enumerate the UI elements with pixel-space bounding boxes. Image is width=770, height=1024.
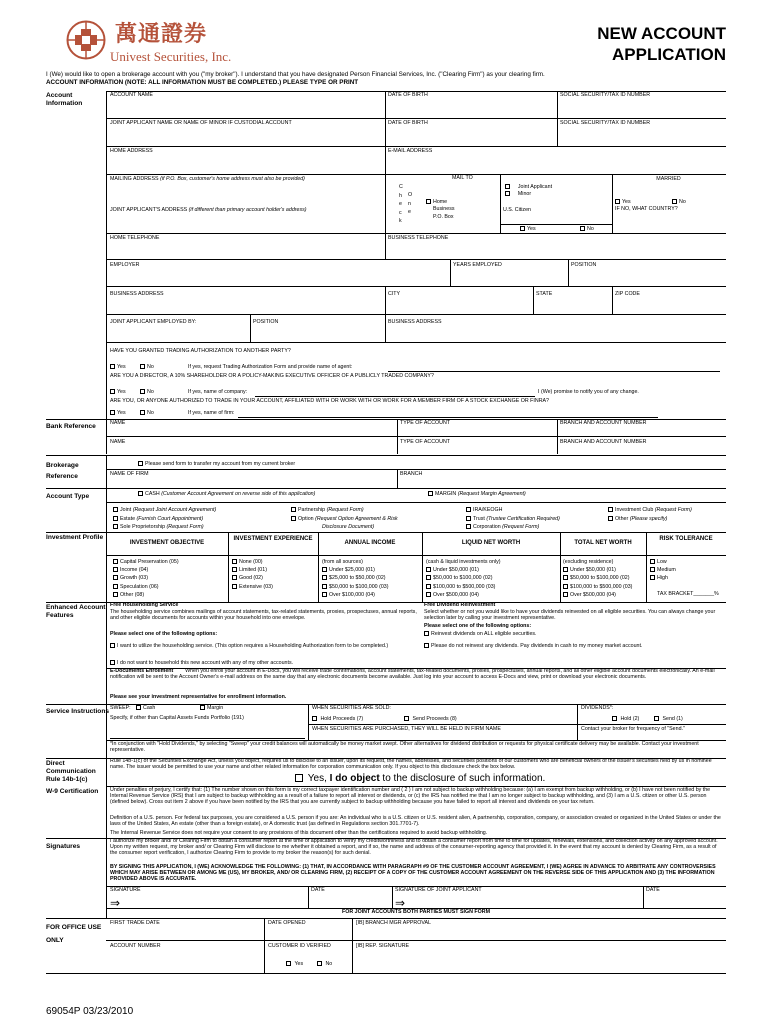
householding-text: The householding service combines mailings of account statements, tax-related statements, proxies, prospectuses, annual reports, and other eligible documents for accounts within your household into one envelope. bbox=[110, 609, 417, 621]
us-person-definition: Definition of a U.S. person. For federal tax purposes, you are considered a U.S. person if you are: An individual who is a U.S. citizen or U.S. resident alien, A partnership, corporation, company, or association created or organized in the United States or under the laws of the United States, An estate (other than a foreign estate), or A domestic trust (as defined in Regulations section 301.7701-7). bbox=[110, 815, 721, 827]
section-signatures: Signatures bbox=[46, 843, 81, 850]
intro-text: I (We) would like to open a brokerage account with you ("my broker"). I understand that you have designated Person Financial Services, Inc. ("Clearing Firm") as your clearing firm. bbox=[46, 71, 545, 78]
liquid-100k-500k[interactable]: $100,000 to $500,000 (03) bbox=[426, 583, 500, 591]
mail-home-option[interactable]: Home bbox=[426, 199, 455, 206]
citizen-no-checkbox[interactable]: No bbox=[580, 226, 594, 233]
income-50k-100k[interactable]: $50,000 to $100,000 (03) bbox=[322, 583, 389, 591]
joint-signature-label: SIGNATURE OF JOINT APPLICANT bbox=[395, 887, 482, 893]
account-type-col2 bbox=[291, 506, 398, 532]
service-footnote: *In conjunction with "Hold Dividends," by selecting "Sweep" your credit balances will automatically be money market swept. Other alternatives for dividend distribution or requests for physical certificate delivery may be available. Contact your investment representative. bbox=[110, 741, 699, 753]
bank-account-type-label: TYPE OF ACCOUNT bbox=[400, 420, 451, 426]
direct-communication-text: Rule 14b-1(c) of the Securities Exchange Act, unless you object, requires us to disclose to an issuer, upon its request, the names, addresses, and securities positions of our customers who are beneficial owners of the issuer's securities held by us in nominee name. The issuer would be permitted to use your name and other related information for corporation communication only. If you object to this disclosure check the box below. bbox=[110, 758, 712, 770]
mail-to-label: MAIL TO bbox=[452, 175, 473, 181]
city-label: CITY bbox=[388, 291, 401, 297]
risk-list bbox=[650, 558, 676, 583]
liquid-list bbox=[426, 558, 500, 599]
tax-bracket-label: TAX BRACKET_______% bbox=[657, 591, 719, 597]
check-one-vertical: C h e c k bbox=[399, 184, 403, 224]
signature-date-label: DATE bbox=[311, 887, 325, 893]
signature-arrow-icon: ⇒ bbox=[110, 896, 121, 910]
joint-position-label: POSITION bbox=[253, 319, 279, 325]
risk-medium[interactable]: Medium bbox=[650, 566, 676, 574]
page-title-line1: NEW ACCOUNT bbox=[597, 24, 726, 43]
sweep-other-label: Specify, if other than Capital Assets Funds Portfolio (191) bbox=[110, 715, 244, 721]
one-vertical: O n e bbox=[408, 192, 413, 215]
total-under-50k[interactable]: Under $50,000 (01) bbox=[563, 566, 632, 574]
send-dividends-checkbox[interactable]: Send (1) bbox=[654, 716, 683, 723]
joint-dob-label: DATE OF BIRTH bbox=[388, 120, 428, 126]
brokerage-firm-label: NAME OF FIRM bbox=[110, 471, 149, 477]
account-number-label: ACCOUNT NUMBER bbox=[110, 943, 161, 949]
header-annual-income: ANNUAL INCOME bbox=[344, 540, 396, 546]
finra-firm-label: If yes, name of firm: bbox=[188, 410, 235, 416]
send-proceeds-checkbox[interactable]: Send Proceeds (8) bbox=[404, 716, 457, 723]
firm-english-name: Univest Securities, Inc. bbox=[110, 49, 232, 64]
header-risk-tolerance: RISK TOLERANCE bbox=[659, 536, 713, 542]
mail-to-options bbox=[426, 199, 455, 221]
citizen-yes-checkbox[interactable]: Yes bbox=[520, 226, 536, 233]
account-info-note: ACCOUNT INFORMATION (NOTE: ALL INFORMATION MUST BE COMPLETED.) PLEASE TYPE OR PRINT bbox=[46, 79, 359, 86]
joint-address-label: JOINT APPLICANT'S ADDRESS (if different than primary account holder's address) bbox=[110, 207, 307, 213]
email-label: E-MAIL ADDRESS bbox=[388, 148, 433, 154]
w9-certification-text: Under penalties of perjury, I certify that: (1) The number shown on this form is my correct taxpayer identification number and ( 2 ) I am not subject to backup withholding because: (a) I am exempt from backup withholding, or (b) I have not been notified by the Internal Revenue Service (IRS) that I am subject to backup withholding as a result of a failure to report all interest or dividends, or (c) the IRS has notified me that I am no longer subject to backup withholding, and (3) I am a U.S. citizen or other U.S. person (defined below). Cross out item 2 above if you have been notified by the IRS that you are currently subject to backup withholding because you have failed to report all interest and dividends on your tax return. bbox=[110, 787, 711, 805]
total-over-500k[interactable]: Over $500,000 (04) bbox=[563, 591, 632, 599]
director-company-label: If yes, name of company: bbox=[188, 389, 248, 395]
income-25k-50k[interactable]: $25,000 to $50,000 (02) bbox=[322, 574, 389, 582]
income-over-100k[interactable]: Over $100,000 (04) bbox=[322, 591, 389, 599]
objective-growth[interactable]: Growth (03) bbox=[113, 574, 179, 582]
objective-list bbox=[113, 558, 179, 599]
bank-account-type-2-label: TYPE OF ACCOUNT bbox=[400, 439, 451, 445]
married-no-checkbox[interactable]: No bbox=[672, 199, 686, 206]
trading-no-checkbox[interactable]: No bbox=[140, 364, 154, 371]
bank-branch-label: BRANCH AND ACCOUNT NUMBER bbox=[560, 420, 647, 426]
reinvest-none-checkbox[interactable]: Please do not reinvest any dividends. Pay dividends in cash to my money market account. bbox=[424, 643, 642, 650]
rep-signature-label: [IB] REP. SIGNATURE bbox=[356, 943, 410, 949]
margin-account-checkbox[interactable]: MARGIN (Request Margin Agreement) bbox=[428, 491, 526, 498]
mail-pobox-option[interactable]: P.O. Box bbox=[433, 213, 454, 220]
liquid-over-500k[interactable]: Over $500,000 (04) bbox=[426, 591, 500, 599]
page-title-line2: APPLICATION bbox=[612, 45, 726, 64]
customer-id-verified-label: CUSTOMER ID VERIFIED bbox=[268, 943, 331, 949]
transfer-account-checkbox[interactable]: Please send form to transfer my account from my current broker bbox=[138, 461, 295, 468]
position-label: POSITION bbox=[571, 262, 597, 268]
applicant-type-options bbox=[505, 184, 552, 199]
joint-date-label: DATE bbox=[646, 887, 660, 893]
minor-checkbox[interactable]: Minor bbox=[505, 191, 552, 198]
joint-applicant-checkbox[interactable]: Joint Applicant bbox=[505, 184, 552, 191]
business-telephone-label: BUSINESS TELEPHONE bbox=[388, 235, 449, 241]
account-type-col1 bbox=[113, 506, 216, 532]
finra-no-checkbox[interactable]: No bbox=[140, 410, 154, 417]
joint-employed-label: JOINT APPLICANT EMPLOYED BY: bbox=[110, 319, 197, 325]
reinvest-title: Free Dividend Reinvestment bbox=[424, 602, 496, 608]
section-investment-profile: Investment Profile bbox=[46, 534, 104, 541]
us-citizen-label: U.S. Citizen bbox=[503, 207, 531, 213]
ssn-label: SOCIAL SECURITY/TAX ID NUMBER bbox=[560, 92, 651, 98]
header-liquid-net-worth: LIQUID NET WORTH bbox=[461, 540, 521, 546]
householding-select-label: Please select one of the following options: bbox=[110, 631, 218, 637]
director-no-checkbox[interactable]: No bbox=[140, 389, 154, 396]
experience-good[interactable]: Good (02) bbox=[232, 574, 273, 582]
home-telephone-label: HOME TELEPHONE bbox=[110, 235, 160, 241]
section-enhanced-features: Enhanced Account Features bbox=[46, 604, 106, 620]
object-disclosure-checkbox[interactable]: Yes, I do object to the disclosure of such information. bbox=[295, 773, 545, 784]
ira-keogh-checkbox[interactable]: IRA/KEOGH bbox=[466, 506, 560, 515]
director-promise-text: I (We) promise to notify you of any change. bbox=[538, 389, 639, 395]
bank-name-2-label: NAME bbox=[110, 439, 126, 445]
reinvest-select-label: Please select one of the following options: bbox=[424, 623, 532, 629]
experience-limited[interactable]: Limited (01) bbox=[232, 566, 273, 574]
objective-income[interactable]: Income (04) bbox=[113, 566, 179, 574]
id-verified-yes-checkbox[interactable]: Yes bbox=[286, 961, 303, 968]
partnership-checkbox[interactable]: Partnership (Request Form) bbox=[291, 506, 398, 515]
id-verified-no-checkbox[interactable]: No bbox=[317, 961, 332, 968]
account-name-label: ACCOUNT NAME bbox=[110, 92, 153, 98]
brokerage-branch-label: BRANCH bbox=[400, 471, 423, 477]
married-yes-checkbox[interactable]: Yes bbox=[615, 199, 631, 206]
joint-signature-arrow-icon: ⇒ bbox=[395, 896, 406, 910]
dob-label: DATE OF BIRTH bbox=[388, 92, 428, 98]
univest-logo-icon bbox=[66, 20, 106, 60]
income-list bbox=[322, 558, 389, 599]
income-note: (from all sources) bbox=[322, 559, 363, 565]
section-account-type: Account Type bbox=[46, 493, 90, 500]
reinvest-text: Select whether or not you would like to have your dividends reinvested on all eligible securities. You can always change your selection later by calling your investment representative. bbox=[424, 609, 716, 621]
liquid-note: (cash & liquid investments only) bbox=[426, 559, 501, 565]
other-account-checkbox[interactable]: Other (Please specify) bbox=[608, 515, 692, 524]
total-list bbox=[563, 558, 632, 599]
risk-high[interactable]: High bbox=[650, 574, 676, 582]
householding-title: Free Householding Service bbox=[110, 602, 179, 608]
years-employed-label: YEARS EMPLOYED bbox=[453, 262, 502, 268]
when-purchased-label: WHEN SECURITIES ARE PURCHASED, THEY WILL BE HELD IN FIRM NAME bbox=[312, 726, 501, 732]
married-label: MARRIED bbox=[656, 176, 681, 182]
edocs-text: E-Documents Enrollment When you enroll your account in E-Docs, you will receive trade confirmations, account statements, tax-related documents, proxies, prospectuses, annual reports, and all other eligible account documents electronically. An e-mail notification will be sent to the Account Owner's e-mail address on the same day that any electronic documents become available. Just log into your account to access E-Docs and view, print or download your electronic documents. bbox=[110, 668, 715, 680]
if-no-country-label: IF NO, WHAT COUNTRY? bbox=[615, 206, 678, 212]
sole-proprietorship-checkbox[interactable]: Sole Proprietorship (Request Form) bbox=[113, 523, 216, 532]
branch-mgr-approval-label: [IB] BRANCH MGR APPROVAL bbox=[356, 920, 431, 926]
finra-question: ARE YOU, OR ANYONE AUTHORIZED TO TRADE IN YOUR ACCOUNT, AFFILIATED WITH OR WORK WITH OR WORK FOR A MEMBER FIRM OF A STOCK EXCHANGE OR FINRA? bbox=[110, 398, 550, 404]
section-direct-communication: Direct Communication Rule 14b-1(c) bbox=[46, 760, 96, 784]
irs-consent-note: The Internal Revenue Service does not require your consent to any provisions of this document other than the certifications required to avoid backup withholding. bbox=[110, 830, 488, 836]
section-account-information: Account Information bbox=[46, 92, 83, 108]
director-yes-checkbox[interactable]: Yes bbox=[110, 389, 126, 396]
account-type-col4 bbox=[608, 506, 692, 523]
finra-yes-checkbox[interactable]: Yes bbox=[110, 410, 126, 417]
section-bank-reference: Bank Reference bbox=[46, 423, 96, 430]
liquid-50k-100k[interactable]: $50,000 to $100,000 (02) bbox=[426, 574, 500, 582]
joint-ssn-label: SOCIAL SECURITY/TAX ID NUMBER bbox=[560, 120, 651, 126]
objective-other[interactable]: Other (08) bbox=[113, 591, 179, 599]
total-50k-100k[interactable]: $50,000 to $100,000 (02) bbox=[563, 574, 632, 582]
business-address-label: BUSINESS ADDRESS bbox=[110, 291, 164, 297]
dividends-label: DIVIDENDS*: bbox=[581, 705, 614, 711]
firm-chinese-name: 萬通證券 bbox=[115, 21, 208, 47]
estate-account-checkbox[interactable]: Estate (Furnish Court Appointment) bbox=[113, 515, 216, 524]
sweep-margin-checkbox[interactable]: Margin bbox=[200, 705, 223, 712]
trust-checkbox[interactable]: Trust (Trustee Certification Required) bbox=[466, 515, 560, 524]
employer-label: EMPLOYER bbox=[110, 262, 140, 268]
mail-business-option[interactable]: Business bbox=[433, 206, 455, 213]
investment-club-checkbox[interactable]: Investment Club (Request Form) bbox=[608, 506, 692, 515]
send-frequency-note: Contact your broker for frequency of "Send." bbox=[581, 726, 685, 732]
account-type-col3 bbox=[466, 506, 560, 532]
first-trade-date-label: FIRST TRADE DATE bbox=[110, 920, 160, 926]
when-sold-label: WHEN SECURITIES ARE SOLD: bbox=[312, 705, 391, 711]
objective-capital-preservation[interactable]: Capital Preservation (05) bbox=[113, 558, 179, 566]
header-investment-experience: INVESTMENT EXPERIENCE bbox=[233, 536, 313, 542]
joint-account-checkbox[interactable]: Joint (Request Joint Account Agreement) bbox=[113, 506, 216, 515]
householding-opt-out-checkbox[interactable]: I do not want to household this new account with any of my other accounts. bbox=[110, 660, 293, 667]
state-label: STATE bbox=[536, 291, 553, 297]
hold-dividends-checkbox[interactable]: Hold (2) bbox=[612, 716, 639, 723]
income-under-25k[interactable]: Under $25,000 (01) bbox=[322, 566, 389, 574]
edocs-note: Please see your investment representative for enrollment information. bbox=[110, 694, 287, 700]
total-note: (excluding residence) bbox=[563, 559, 614, 565]
bank-branch-2-label: BRANCH AND ACCOUNT NUMBER bbox=[560, 439, 647, 445]
bank-name-label: NAME bbox=[110, 420, 126, 426]
reinvest-all-checkbox[interactable]: Reinvest dividends on ALL eligible securities. bbox=[424, 631, 537, 638]
both-parties-note: FOR JOINT ACCOUNTS BOTH PARTIES MUST SIGN FORM bbox=[341, 909, 491, 915]
home-address-label: HOME ADDRESS bbox=[110, 148, 153, 154]
trading-authorization-question: HAVE YOU GRANTED TRADING AUTHORIZATION TO ANOTHER PARTY? bbox=[110, 348, 291, 354]
trading-agent-label: If yes, request Trading Authorization Form and provide name of agent: bbox=[188, 364, 353, 370]
mailing-address-label: MAILING ADDRESS (if P.O. Box, customer's home address must also be provided) bbox=[110, 176, 305, 182]
option-checkbox[interactable]: Option (Request Option Agreement & Risk bbox=[291, 515, 398, 524]
sweep-cash-checkbox[interactable]: Cash bbox=[136, 705, 155, 712]
objective-speculation[interactable]: Speculation (06) bbox=[113, 583, 179, 591]
cash-account-checkbox[interactable]: CASH (Customer Account Agreement on reverse side of this application) bbox=[138, 491, 315, 498]
sweep-label: SWEEP: bbox=[110, 705, 131, 711]
risk-low[interactable]: Low bbox=[650, 558, 676, 566]
section-brokerage-reference: Brokerage Reference bbox=[46, 462, 79, 481]
option-disclosure-note: Disclosure Document) bbox=[322, 524, 375, 531]
total-100k-500k[interactable]: $100,000 to $500,000 (03) bbox=[563, 583, 632, 591]
header-total-net-worth: TOTAL NET WORTH bbox=[574, 540, 632, 546]
hold-proceeds-checkbox[interactable]: Hold Proceeds (7) bbox=[312, 716, 363, 723]
experience-extensive[interactable]: Extensive (03) bbox=[232, 583, 273, 591]
trading-yes-checkbox[interactable]: Yes bbox=[110, 364, 126, 371]
householding-opt-in-checkbox[interactable]: I want to utilize the householding service. (This option requires a Householding Authorization form to be completed.) bbox=[110, 643, 420, 650]
arbitration-acknowledgement: BY SIGNING THIS APPLICATION, I (WE) ACKNOWLEDGE THE FOLLOWING: (1) THAT, IN ACCORDANCE WITH PARAGRAPH #9 OF THE CUSTOMER ACCOUNT AGREEMENT, I (WE) AGREE IN ADVANCE TO ARBITRATE ANY CONTROVERSIES WHICH MAY ARISE BETWEEN OR AMONG ME (US), MY BROKER, AND/ OR CLEARING FIRM, (2) RECEIPT OF A COPY OF THE CUSTOMER ACCOUNT AGREEMENT ON THE REVERSE SIDE OF THIS APPLICATION AND (3) THE INFORMATION PROVIDED ABOVE IS ACCURATE. bbox=[110, 864, 716, 882]
consumer-report-authorization: I authorize my broker and/ or Clearing Firm to obtain a consumer report at the time of application to verify my creditworthiness and to obtain a consumer report from time to time for updates, renewals, extensions, and collection activity on any approved account. Upon my written request, my broker and/ or Clearing Firm will disclose to me whether it obtained a report, and if so, the name and address of the consumer-reporting agency that provided it. In the event that my account is denied by Clearing Firm, as a result of the consumer report verification, I authorize Clearing Firm to provide to my broker the reason(s) for such denial. bbox=[110, 838, 718, 856]
section-w9-certification: W-9 Certification bbox=[46, 788, 99, 795]
form-code: 69054P 03/23/2010 bbox=[46, 1006, 134, 1017]
section-office-use: FOR OFFICE USE ONLY bbox=[46, 924, 102, 944]
signature-label: SIGNATURE bbox=[110, 887, 141, 893]
section-service-instructions: Service Instructions bbox=[46, 708, 110, 715]
experience-none[interactable]: None (00) bbox=[232, 558, 273, 566]
liquid-under-50k[interactable]: Under $50,000 (01) bbox=[426, 566, 500, 574]
date-opened-label: DATE OPENED bbox=[268, 920, 306, 926]
corporation-checkbox[interactable]: Corporation (Request Form) bbox=[466, 523, 560, 532]
zip-label: ZIP CODE bbox=[615, 291, 640, 297]
experience-list bbox=[232, 558, 273, 591]
director-question: ARE YOU A DIRECTOR, A 10% SHAREHOLDER OR A POLICY-MAKING EXECUTIVE OFFICER OF A PUBLICLY TRADED COMPANY? bbox=[110, 373, 434, 379]
joint-business-address-label: BUSINESS ADDRESS bbox=[388, 319, 442, 325]
joint-applicant-name-label: JOINT APPLICANT NAME OR NAME OF MINOR IF CUSTODIAL ACCOUNT bbox=[110, 120, 292, 126]
header-investment-objective: INVESTMENT OBJECTIVE bbox=[129, 540, 205, 546]
